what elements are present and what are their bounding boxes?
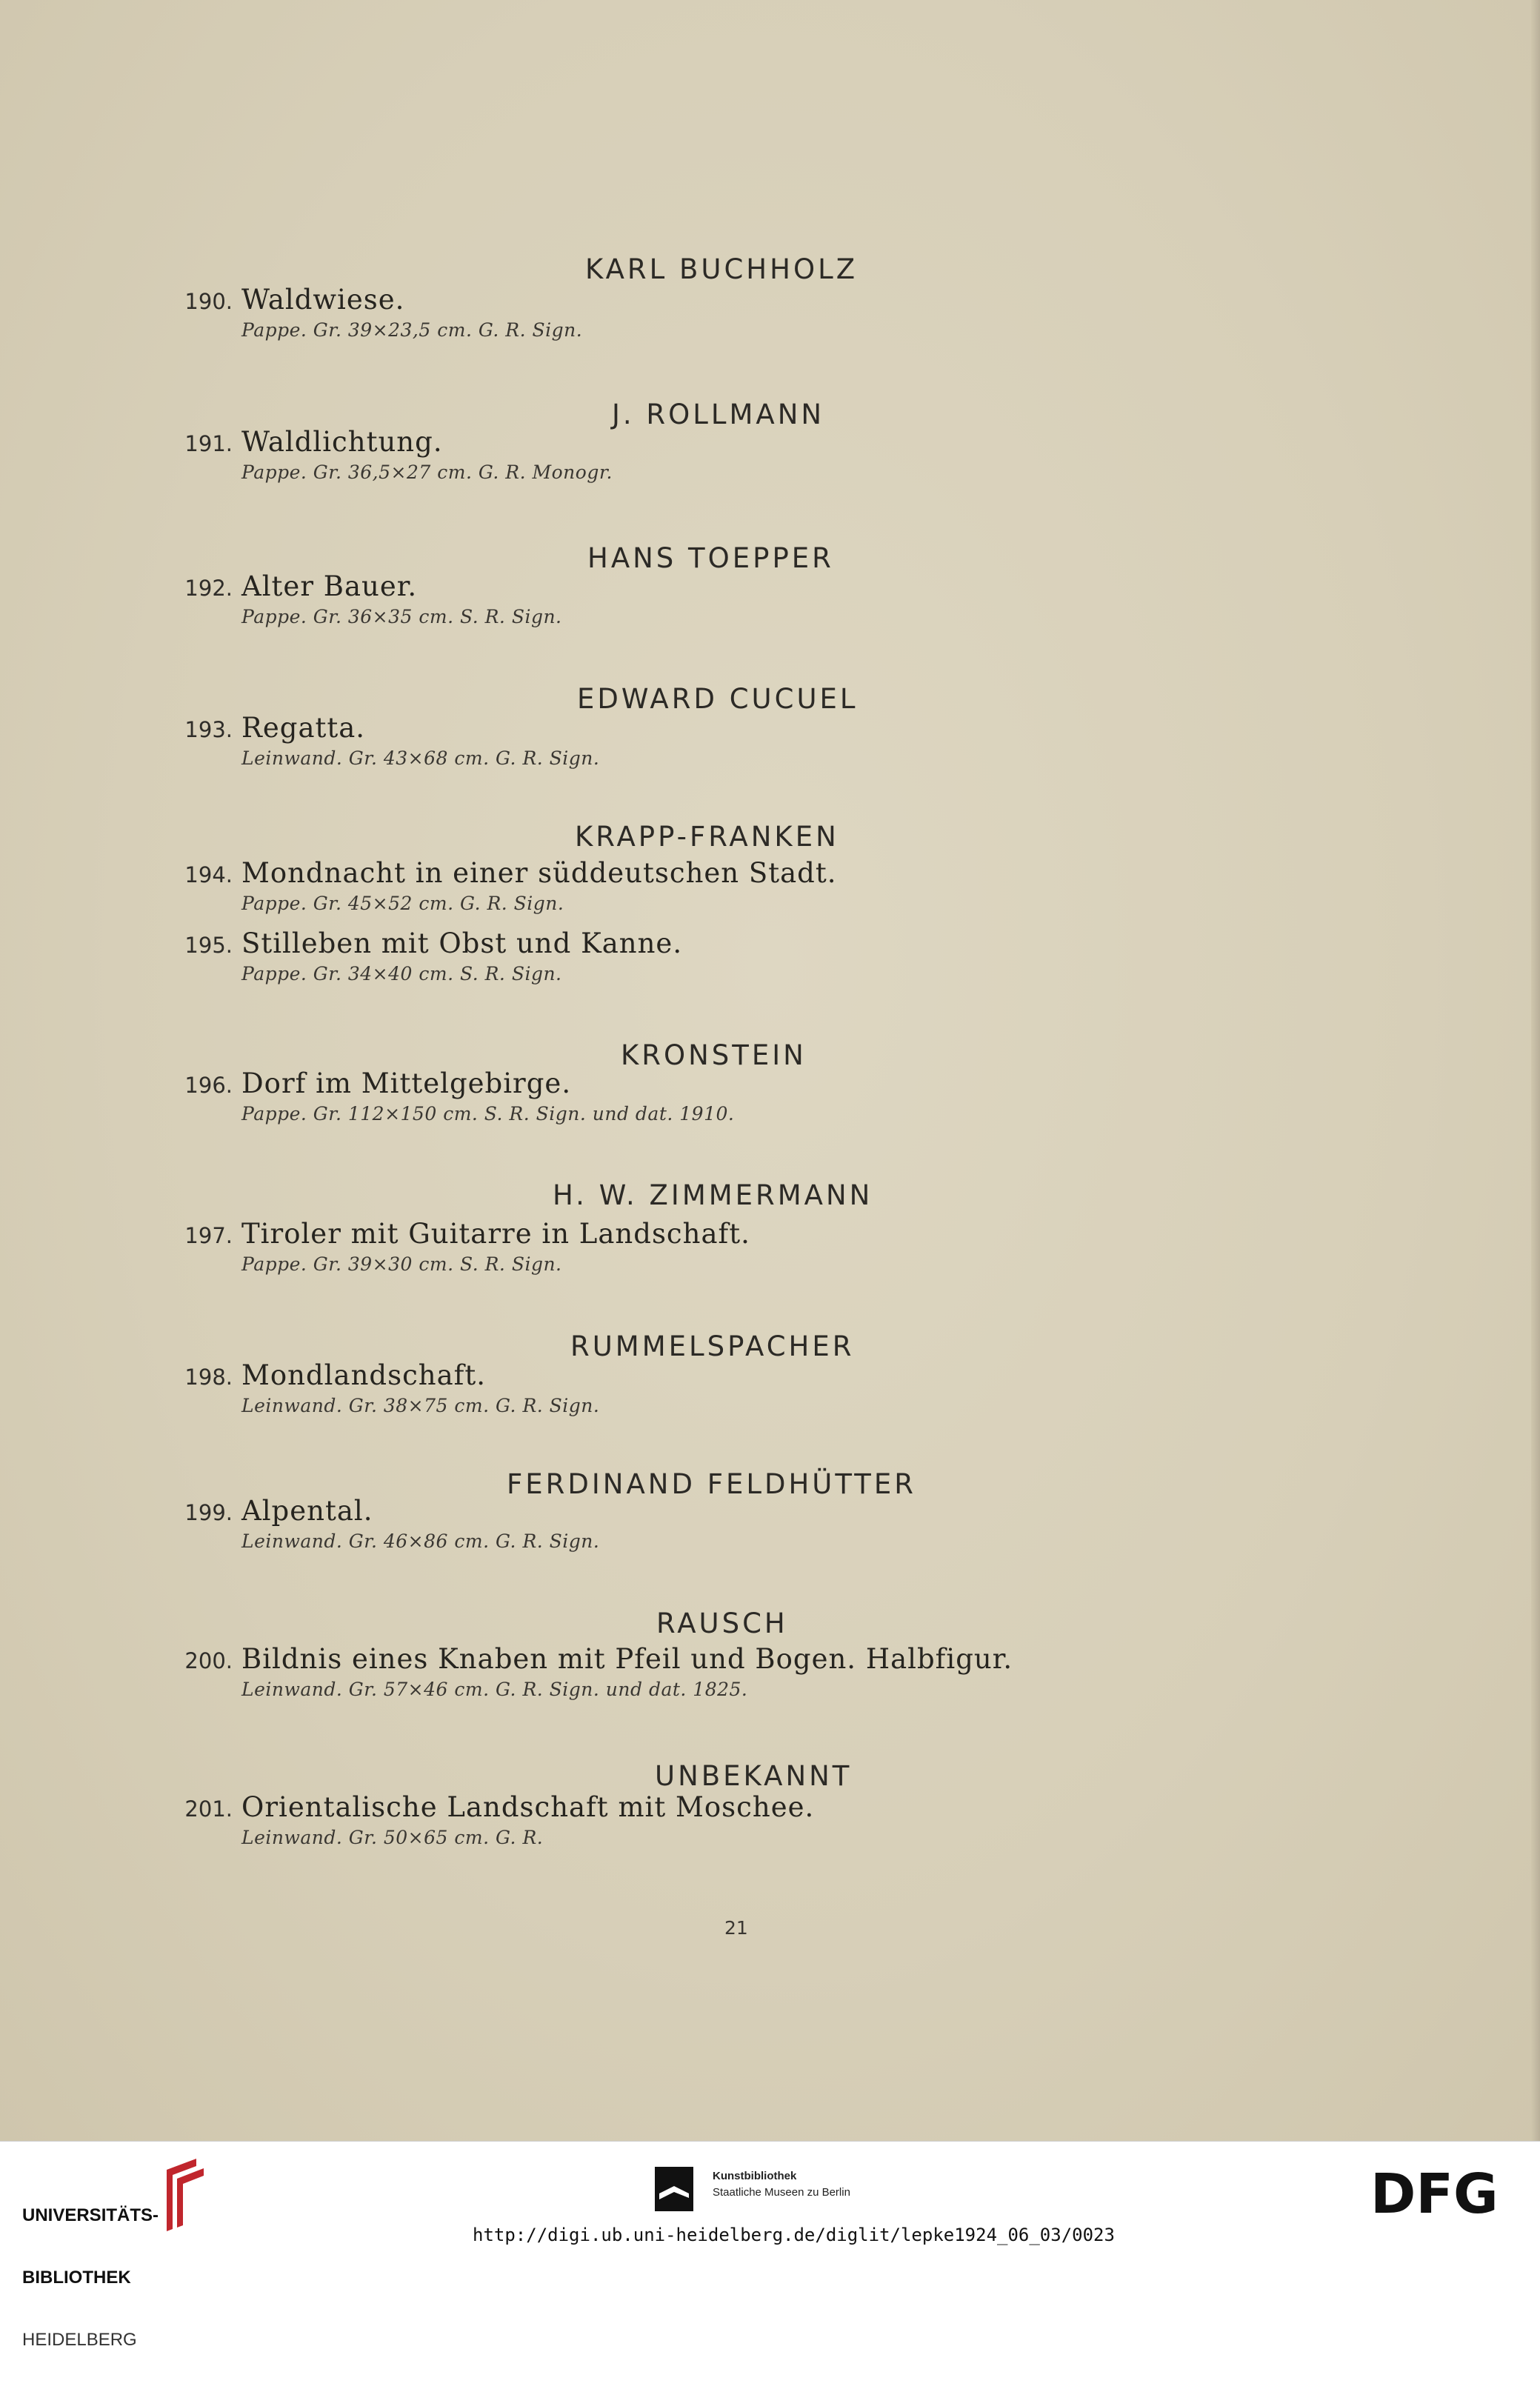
lot-title: Dorf im Mittelgebirge. (241, 1067, 572, 1099)
lot-entry (175, 927, 1064, 985)
lot-number: 194. (184, 862, 233, 887)
lot-entry (175, 426, 1064, 483)
lot-title: Alter Bauer. (241, 570, 418, 602)
artist-heading: J. ROLLMANN (612, 399, 825, 430)
lot-entry (175, 1643, 1064, 1700)
artist-heading: HANS TOEPPER (587, 542, 834, 574)
kunstbibliothek-logo-icon (652, 2164, 696, 2216)
lot-entry (175, 1067, 1064, 1125)
ub-heidelberg-logo-icon (152, 2155, 211, 2236)
ub-line-1: UNIVERSITÄTS- (22, 2205, 159, 2225)
lot-entry (175, 570, 1064, 627)
lot-details: Pappe. Gr. 34×40 cm. S. R. Sign. (241, 963, 562, 985)
dfg-logo-icon (1370, 2168, 1519, 2220)
kb-sub: Staatliche Museen zu Berlin (713, 2186, 850, 2199)
permalink-url[interactable]: http://digi.ub.uni-heidelberg.de/diglit/lepke1924_06_03/0023 (473, 2225, 1115, 2245)
artist-heading: UNBEKANNT (655, 1760, 853, 1792)
lot-number: 196. (184, 1073, 233, 1098)
lot-title: Bildnis eines Knaben mit Pfeil und Bogen. Halbfigur. (241, 1643, 1013, 1675)
lot-details: Pappe. Gr. 39×23,5 cm. G. R. Sign. (241, 319, 583, 341)
artist-heading: RUMMELSPACHER (570, 1330, 855, 1362)
lot-details: Pappe. Gr. 36×35 cm. S. R. Sign. (241, 606, 562, 627)
lot-entry (175, 1791, 1064, 1848)
lot-number: 201. (184, 1796, 233, 1822)
lot-entry (175, 857, 1064, 914)
lot-title: Tiroler mit Guitarre in Landschaft. (241, 1218, 750, 1250)
artist-heading: EDWARD CUCUEL (577, 683, 859, 715)
lot-entry (175, 1359, 1064, 1416)
lot-number: 198. (184, 1365, 233, 1390)
lot-details: Pappe. Gr. 45×52 cm. G. R. Sign. (241, 893, 564, 914)
kb-name: Kunstbibliothek (713, 2170, 797, 2182)
library-footer (0, 2141, 1540, 2350)
kunstbibliothek-label (713, 2168, 850, 2201)
lot-number: 197. (184, 1223, 233, 1248)
lot-number: 192. (184, 576, 233, 601)
lot-number: 191. (184, 431, 233, 456)
lot-number: 200. (184, 1648, 233, 1673)
ub-line-2: BIBLIOTHEK (22, 2268, 131, 2288)
artist-heading: KRONSTEIN (621, 1039, 807, 1071)
lot-details: Leinwand. Gr. 46×86 cm. G. R. Sign. (241, 1530, 600, 1552)
artist-heading: KARL BUCHHOLZ (585, 253, 859, 285)
ub-line-3: HEIDELBERG (22, 2330, 137, 2350)
lot-title: Mondnacht in einer süddeutschen Stadt. (241, 857, 837, 889)
lot-details: Pappe. Gr. 112×150 cm. S. R. Sign. und dat. 1910. (241, 1103, 735, 1125)
lot-details: Pappe. Gr. 36,5×27 cm. G. R. Monogr. (241, 462, 613, 483)
lot-entry (175, 284, 1064, 341)
lot-details: Leinwand. Gr. 43×68 cm. G. R. Sign. (241, 747, 600, 769)
lot-details: Leinwand. Gr. 50×65 cm. G. R. (241, 1827, 544, 1848)
lot-title: Waldlichtung. (241, 426, 443, 458)
artist-heading: FERDINAND FELDHÜTTER (507, 1468, 916, 1500)
artist-heading: H. W. ZIMMERMANN (553, 1179, 873, 1211)
lot-number: 190. (184, 289, 233, 314)
lot-title: Stilleben mit Obst und Kanne. (241, 927, 683, 959)
lot-title: Mondlandschaft. (241, 1359, 487, 1391)
lot-details: Leinwand. Gr. 38×75 cm. G. R. Sign. (241, 1395, 600, 1416)
lot-entry (175, 1218, 1064, 1275)
lot-title: Waldwiese. (241, 284, 405, 316)
lot-number: 193. (184, 717, 233, 742)
lot-number: 199. (184, 1500, 233, 1525)
artist-heading: KRAPP-FRANKEN (575, 821, 839, 853)
lot-number: 195. (184, 933, 233, 958)
ub-heidelberg-label (22, 2164, 159, 2392)
lot-title: Orientalische Landschaft mit Moschee. (241, 1791, 815, 1823)
lot-entry (175, 712, 1064, 769)
page-edge-shadow (1531, 0, 1540, 2141)
lot-entry (175, 1495, 1064, 1552)
page-number: 21 (724, 1917, 748, 1939)
lot-title: Regatta. (241, 712, 366, 744)
lot-title: Alpental. (241, 1495, 373, 1527)
lot-details: Leinwand. Gr. 57×46 cm. G. R. Sign. und dat. 1825. (241, 1679, 748, 1700)
artist-heading: RAUSCH (656, 1608, 788, 1639)
dfg-logo-text: DFG (1370, 2168, 1499, 2220)
lot-details: Pappe. Gr. 39×30 cm. S. R. Sign. (241, 1253, 562, 1275)
